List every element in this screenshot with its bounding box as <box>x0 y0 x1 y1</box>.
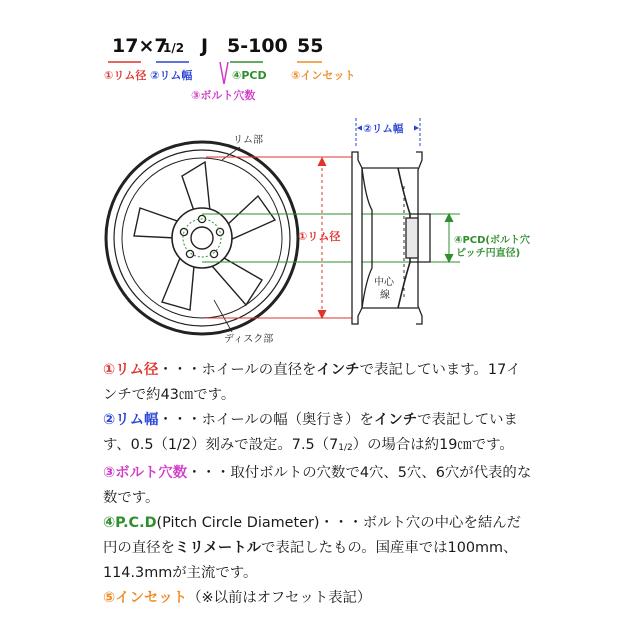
note-emphasis: インチ <box>373 412 418 428</box>
tag-rim-width: ②リム幅 <box>150 69 193 82</box>
tag-offset: ⑤インセット <box>291 69 356 82</box>
note-rim-diameter <box>103 358 533 408</box>
disc-part-leader <box>214 300 232 332</box>
center-line-label-2: 線 <box>380 290 390 301</box>
center-line-label <box>374 275 395 301</box>
note-text: ・・・ホイールの直径を <box>158 362 317 378</box>
size-tags <box>104 68 355 102</box>
wheel-front-view <box>106 142 298 334</box>
term-bolt-holes: ③ボルト穴数 <box>103 465 188 481</box>
size-offset: 55 <box>297 35 324 57</box>
note-fraction: 1/2 <box>338 443 353 453</box>
size-letter: J <box>201 35 209 57</box>
note-text: で表記しています、0.5（1/2）刻みで設定。7.5（7 <box>103 412 518 453</box>
note-text: で表記しています。17インチで約43㎝です。 <box>103 362 521 403</box>
size-prefix: 17×7 <box>112 35 168 57</box>
note-text: ）の場合は約19㎝です。 <box>352 437 514 453</box>
disc-part-label: ディスク部 <box>224 334 274 345</box>
term-pcd: ④P.C.D <box>103 515 157 531</box>
tag-bolt-holes: ③ボルト穴数 <box>191 89 256 102</box>
explanation-notes <box>103 358 533 611</box>
rim-part-label: リム部 <box>233 135 263 146</box>
size-fraction: 1/2 <box>163 41 185 55</box>
center-line-label-1: 中心 <box>374 277 394 288</box>
note-emphasis: インチ <box>316 362 360 378</box>
pcd-label <box>454 233 530 259</box>
pcd-label-line2: ピッチ円直径) <box>456 248 521 259</box>
term-rim-width: ②リム幅 <box>103 412 159 428</box>
note-text: ・・・取付ボルトの穴数で4穴、5穴、6穴が代表的な数です。 <box>103 465 532 506</box>
note-rim-width <box>103 408 533 461</box>
note-text: で表記したもの。国産車では100mm、114.3mmが主流です。 <box>103 540 518 581</box>
pcd-label-line1: ④PCD(ボルト穴 <box>454 235 531 246</box>
tag-pcd: ④PCD <box>232 69 267 82</box>
note-pcd <box>103 511 533 586</box>
note-text: （※以前はオフセット表記） <box>187 590 372 606</box>
bolt-holes-pointer <box>220 62 228 84</box>
term-rim-diameter: ①リム径 <box>103 362 159 378</box>
tag-rim-diameter: ①リム径 <box>104 69 147 82</box>
note-text: (Pitch Circle Diameter)・・・ボルト穴の中心を結んだ円の直径を <box>103 515 522 556</box>
size-pcd: 5-100 <box>227 35 288 57</box>
note-text: ・・・ホイールの幅（奥行き）を <box>158 412 374 428</box>
size-code <box>112 35 323 57</box>
note-bolt-holes <box>103 461 533 511</box>
rim-width-label: ②リム幅 <box>363 123 404 135</box>
rim-diameter-label: ①リム径 <box>298 230 341 243</box>
note-emphasis: ミリメートル <box>174 540 262 556</box>
term-offset: ⑤インセット <box>103 590 188 606</box>
note-offset <box>103 586 533 611</box>
wheel-side-view <box>352 152 430 324</box>
